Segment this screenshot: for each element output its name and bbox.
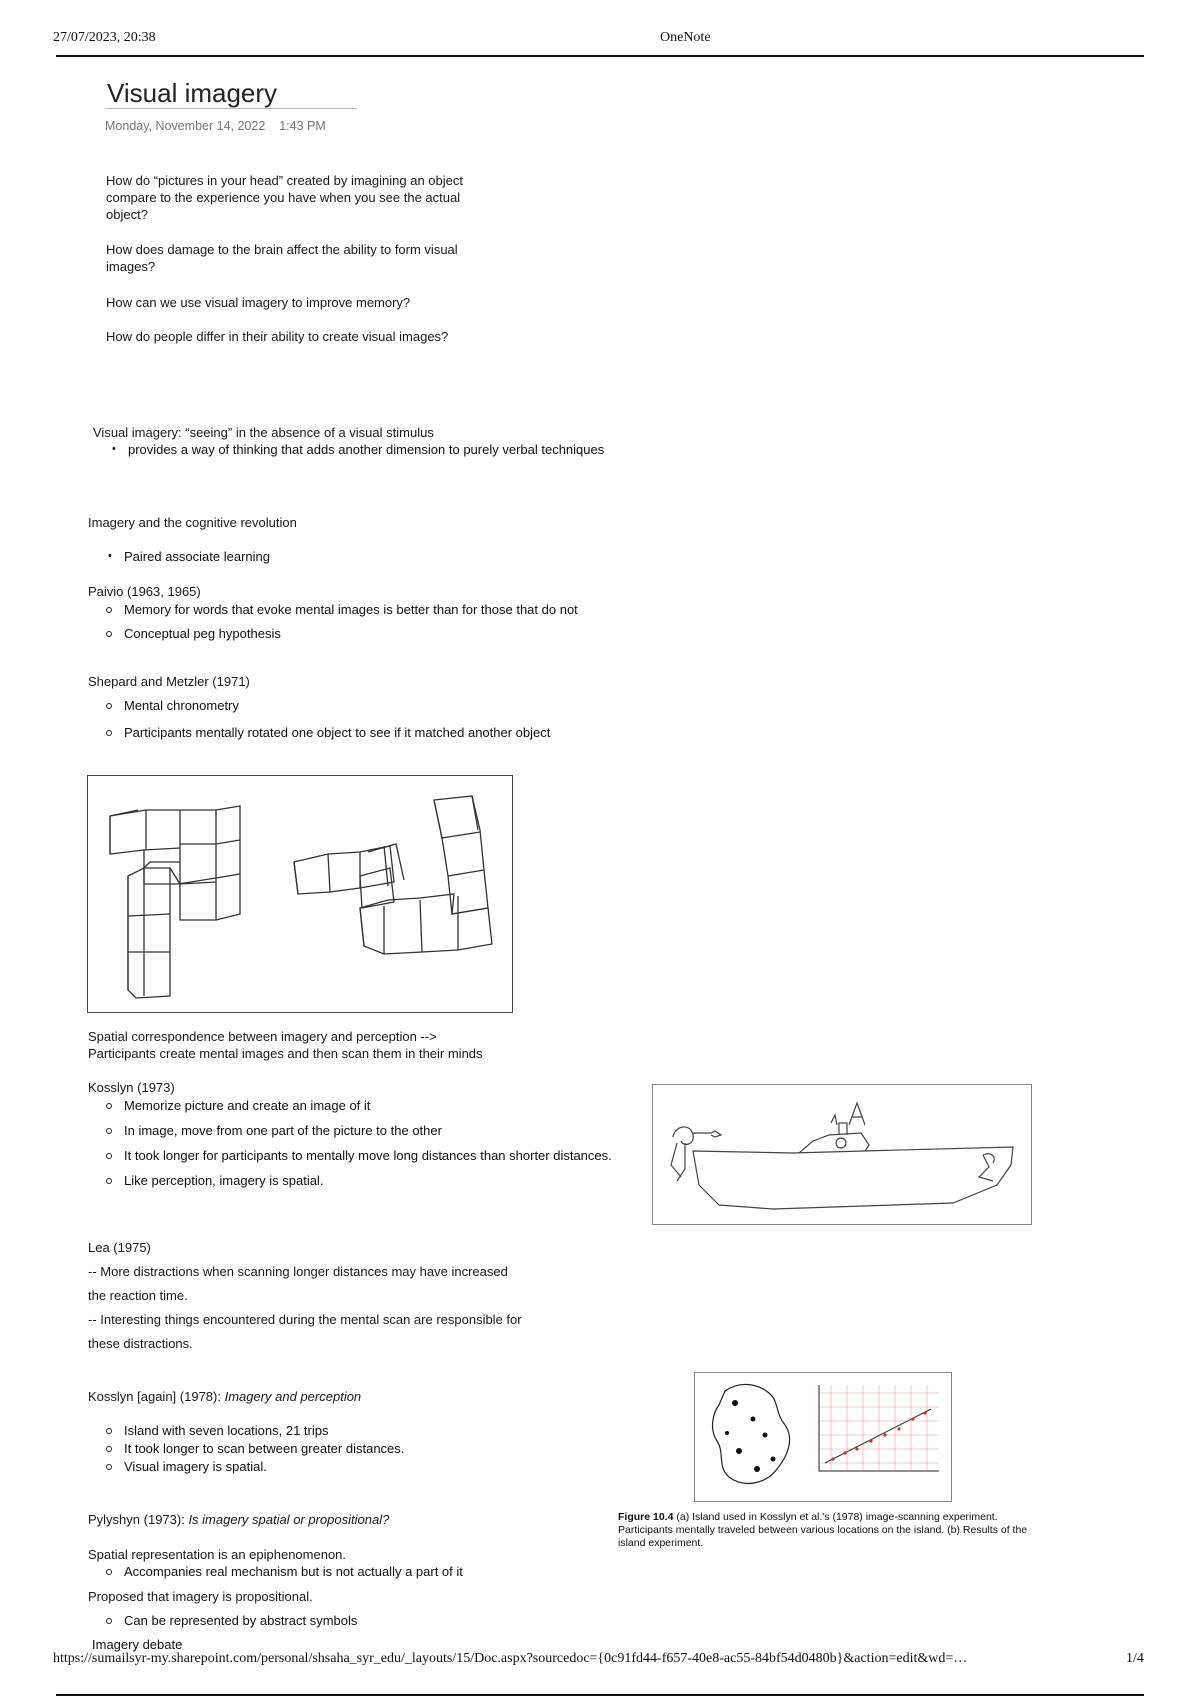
list-item: It took longer for participants to mentally move long distances than shorter distances.: [104, 1147, 614, 1164]
section-heading: Imagery and the cognitive revolution: [88, 515, 297, 530]
page-date: Monday, November 14, 2022: [105, 119, 266, 133]
list-item: Mental chronometry: [104, 697, 550, 714]
spatial-line-2: Participants create mental images and then scan them in their minds: [88, 1046, 483, 1061]
propositional-list: [104, 1612, 357, 1629]
kosslyn-1978-list: [104, 1422, 404, 1475]
mental-rotation-image: [87, 775, 513, 1013]
boat-image: [652, 1084, 1032, 1225]
list-item: Visual imagery is spatial.: [104, 1458, 404, 1475]
lea-line-1: -- More distractions when scanning longer distances may have increased: [88, 1264, 508, 1279]
list-item: Memory for words that evoke mental images is better than for those that do not: [104, 601, 578, 618]
question-2: How does damage to the brain affect the ability to form visual images?: [106, 242, 458, 274]
list-item: Participants mentally rotated one object to see if it matched another object: [104, 724, 550, 741]
section-heading: Shepard and Metzler (1971): [88, 674, 250, 689]
lea-line-2: the reaction time.: [88, 1288, 188, 1303]
section-heading: Lea (1975): [88, 1240, 151, 1255]
footer-page-number: 1/4: [1126, 1651, 1144, 1666]
list-item: Island with seven locations, 21 trips: [104, 1422, 404, 1439]
heading-italic: Is imagery spatial or propositional?: [188, 1512, 390, 1527]
island-and-results-drawing: [695, 1373, 951, 1501]
page-datetime: [105, 119, 326, 133]
list-item: Like perception, imagery is spatial.: [104, 1172, 624, 1189]
figure-caption: [618, 1511, 1038, 1550]
list-item: Can be represented by abstract symbols: [104, 1612, 357, 1629]
kosslyn-1973-list: [104, 1097, 624, 1189]
print-app-name: OneNote: [660, 30, 711, 45]
lea-line-4: these distractions.: [88, 1336, 193, 1351]
figure-caption-text: (a) Island used in Kosslyn et al.'s (1978) image-scanning experiment. Participants mentally traveled between various locations on the island. (b) Results of the island experiment.: [618, 1511, 1028, 1549]
list-item: Memorize picture and create an image of it: [104, 1097, 624, 1114]
island-figure-image: [694, 1372, 952, 1502]
list-item: • provides a way of thinking that adds another dimension to purely verbal techniques: [108, 441, 604, 458]
list-item: Conceptual peg hypothesis: [104, 625, 578, 642]
section-heading: Paivio (1963, 1965): [88, 584, 201, 599]
lea-line-3: -- Interesting things encountered during the mental scan are responsible for: [88, 1312, 522, 1327]
shepard-list: [104, 697, 550, 741]
cut-off-heading: Imagery debate: [92, 1637, 183, 1652]
definition-list: [108, 441, 604, 458]
page-time: 1:43 PM: [279, 119, 326, 133]
list-item: In image, move from one part of the picture to the other: [104, 1122, 624, 1139]
paivio-list: [104, 601, 578, 642]
page-title: Visual imagery: [107, 78, 278, 108]
epiphenomenon-text: Spatial representation is an epiphenomenon.: [88, 1547, 347, 1562]
question-3: How can we use visual imagery to improve memory?: [106, 295, 411, 310]
heading-text: Kosslyn [again] (1978):: [88, 1389, 225, 1404]
heading-text: Pylyshyn (1973):: [88, 1512, 189, 1527]
figure-label: Figure 10.4: [618, 1511, 674, 1523]
title-underline: [105, 108, 357, 109]
heading-italic: Imagery and perception: [224, 1389, 362, 1404]
question-1: How do “pictures in your head” created by imagining an object compare to the experience you have when you see the actual object?: [106, 173, 463, 222]
question-4: How do people differ in their ability to create visual images?: [106, 329, 449, 344]
list-item: It took longer to scan between greater distances.: [104, 1440, 404, 1457]
footer-rule: [56, 1694, 1144, 1696]
print-date: 27/07/2023, 20:38: [53, 30, 156, 45]
epiphenomenon-list: [104, 1563, 463, 1580]
revolution-list: [104, 548, 270, 565]
section-heading: [88, 1511, 389, 1528]
spatial-line-1: Spatial correspondence between imagery and perception -->: [88, 1029, 437, 1044]
print-header: [0, 0, 1200, 60]
list-item: • Paired associate learning: [104, 548, 270, 565]
section-heading: Kosslyn (1973): [88, 1080, 175, 1095]
boat-drawing: [653, 1085, 1031, 1224]
footer-url: https://sumailsyr-my.sharepoint.com/personal/shsaha_syr_edu/_layouts/15/Doc.aspx?sourcedoc={0c91fd44-f657-40e8-ac55-84bf54d0480b}&action=edit&wd=…: [53, 1651, 968, 1666]
list-item: Accompanies real mechanism but is not actually a part of it: [104, 1563, 463, 1580]
propositional-text: Proposed that imagery is propositional.: [88, 1589, 313, 1604]
rotated-cubes-drawing: [88, 776, 512, 1012]
definition-text: Visual imagery: “seeing” in the absence of a visual stimulus: [93, 425, 434, 440]
section-heading: [88, 1388, 361, 1405]
header-rule: [56, 55, 1144, 57]
